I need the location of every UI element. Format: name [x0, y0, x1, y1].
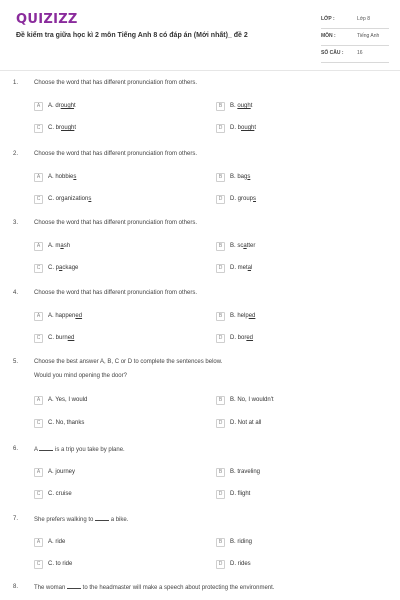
option-text: B. No, I wouldn't — [230, 397, 274, 403]
meta-value: Tiếng Anh — [357, 33, 380, 39]
underlined-sound: ed — [248, 313, 256, 319]
option-text: B. bags — [230, 174, 251, 180]
option-letter-box: C — [34, 560, 43, 569]
underlined-sound: ough — [60, 103, 75, 109]
option-letter-box: A — [34, 538, 43, 547]
option-letter-box: D — [216, 419, 225, 428]
option-letter-box: C — [34, 264, 43, 273]
option-text: A. happened — [48, 313, 83, 319]
option-text: C. to ride — [48, 561, 73, 567]
meta-label: LỚP : — [321, 16, 335, 22]
option-text: A. hobbies — [48, 174, 77, 180]
option-letter-box: A — [34, 242, 43, 251]
question-number: 3. — [13, 220, 19, 226]
underlined-sound: s — [247, 174, 251, 180]
option-text: C. package — [48, 265, 79, 271]
underlined-sound: ed — [75, 313, 83, 319]
option-text: D. bored — [230, 335, 254, 341]
option-letter-box: B — [216, 173, 225, 182]
meta-subject-row — [321, 29, 389, 46]
question-text — [34, 516, 128, 523]
option-text: D. rides — [230, 561, 251, 567]
quizizz-logo: QUIZIZZ — [16, 12, 78, 27]
meta-label: SỐ CÂU : — [321, 50, 344, 56]
underlined-sound: a — [247, 265, 252, 271]
question-text-end: to the headmaster will make a speech about protecting the environment. — [81, 585, 275, 591]
option-letter-box: C — [34, 334, 43, 343]
underlined-sound: ough — [237, 103, 251, 109]
underlined-sound: a — [243, 243, 247, 249]
question-text-start: The woman — [34, 585, 68, 591]
question-number: 8. — [13, 584, 19, 590]
option-text: D. Not at all — [230, 420, 262, 426]
option-text: D. metal — [230, 265, 253, 271]
question-text — [34, 584, 274, 591]
option-letter-box: C — [34, 490, 43, 499]
answer-blank — [39, 446, 53, 451]
document-header — [0, 0, 400, 70]
option-text: B. helped — [230, 313, 256, 319]
question-number: 1. — [13, 80, 19, 86]
option-letter-box: A — [34, 468, 43, 477]
option-letter-box: B — [216, 538, 225, 547]
question-text: Choose the word that has different pronunciation from others. — [34, 80, 197, 86]
option-letter-box: C — [34, 195, 43, 204]
option-text: A. ride — [48, 539, 66, 545]
option-letter-box: B — [216, 242, 225, 251]
option-letter-box: C — [34, 124, 43, 133]
option-text: A. Yes, I would — [48, 397, 88, 403]
meta-class-row — [321, 12, 389, 29]
option-letter-box: C — [34, 419, 43, 428]
option-text: A. drought — [48, 103, 76, 109]
option-text: D. groups — [230, 196, 257, 202]
option-text: B. traveling — [230, 469, 261, 475]
question-text-start: A — [34, 447, 40, 453]
option-text: A. journey — [48, 469, 76, 475]
option-text: C. No, thanks — [48, 420, 85, 426]
question-number: 5. — [13, 359, 19, 365]
answer-blank — [67, 584, 81, 589]
option-text: A. mash — [48, 243, 71, 249]
underlined-sound: ed — [246, 335, 254, 341]
meta-label: MÔN : — [321, 33, 336, 39]
answer-blank — [95, 516, 109, 521]
question-number: 4. — [13, 290, 19, 296]
option-letter-box: A — [34, 173, 43, 182]
option-text: C. cruise — [48, 491, 72, 497]
option-letter-box: D — [216, 264, 225, 273]
underlined-sound: ough — [61, 125, 75, 131]
option-text: D. bought — [230, 125, 257, 131]
option-text: B. ought — [230, 103, 253, 109]
underlined-sound: ough — [241, 125, 255, 131]
question-text-end: is a trip you take by plane. — [53, 447, 125, 453]
question-text — [34, 446, 125, 453]
option-letter-box: B — [216, 102, 225, 111]
option-text: D. flight — [230, 491, 251, 497]
underlined-sound: s — [73, 174, 77, 180]
question-text: Choose the word that has different pronunciation from others. — [34, 151, 197, 157]
option-letter-box: D — [216, 334, 225, 343]
meta-value: 16 — [357, 50, 363, 56]
option-letter-box: D — [216, 195, 225, 204]
question-number: 6. — [13, 446, 19, 452]
option-text: B. riding — [230, 539, 253, 545]
meta-count-row — [321, 46, 389, 63]
option-letter-box: A — [34, 312, 43, 321]
option-letter-box: B — [216, 312, 225, 321]
question-number: 2. — [13, 151, 19, 157]
option-text: C. brought — [48, 125, 77, 131]
document-title: Đề kiểm tra giữa học kì 2 môn Tiếng Anh 8 có đáp án (Mới nhất)_ đề 2 — [16, 32, 248, 39]
underlined-sound: ed — [67, 335, 75, 341]
question-text: Choose the best answer A, B, C or D to complete the sentences below. — [34, 359, 223, 365]
header-divider — [0, 70, 400, 71]
underlined-sound: a — [60, 243, 64, 249]
question-text: Choose the word that has different pronunciation from others. — [34, 220, 197, 226]
question-text-end: a bike. — [109, 517, 129, 523]
question-prompt: Would you mind opening the door? — [34, 373, 127, 379]
option-letter-box: A — [34, 102, 43, 111]
option-letter-box: B — [216, 468, 225, 477]
underlined-sound: s — [88, 196, 92, 202]
option-text: C. burned — [48, 335, 75, 341]
question-text: Choose the word that has different pronunciation from others. — [34, 290, 197, 296]
underlined-sound: a — [59, 265, 63, 271]
option-letter-box: B — [216, 396, 225, 405]
question-text-start: She prefers walking to — [34, 517, 96, 523]
option-letter-box: D — [216, 560, 225, 569]
question-number: 7. — [13, 516, 19, 522]
meta-value: Lớp 8 — [357, 16, 371, 22]
option-letter-box: A — [34, 396, 43, 405]
underlined-sound: s — [253, 196, 257, 202]
option-text: B. scatter — [230, 243, 256, 249]
option-letter-box: D — [216, 124, 225, 133]
option-text: C. organizations — [48, 196, 92, 202]
option-letter-box: D — [216, 490, 225, 499]
